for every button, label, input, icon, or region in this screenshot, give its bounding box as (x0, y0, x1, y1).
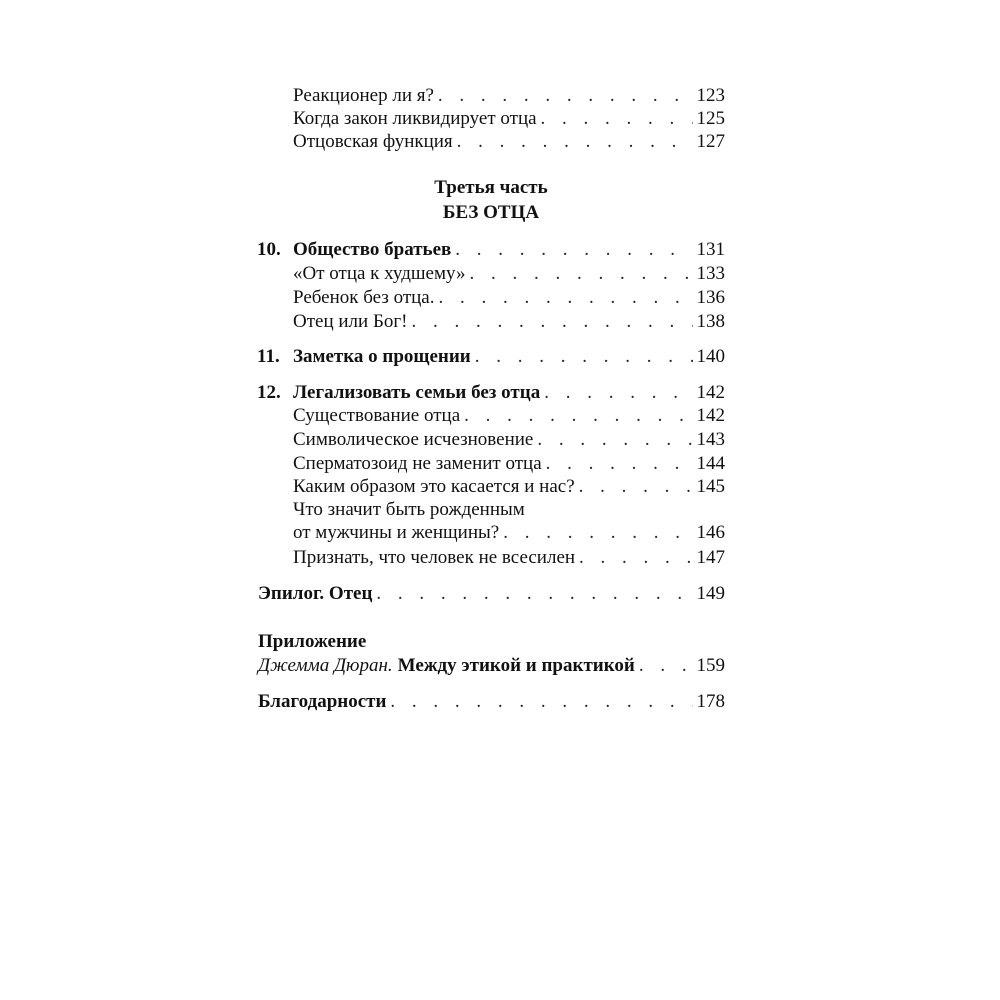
dot-leader (503, 521, 692, 545)
chapter-number: 11. (257, 346, 280, 367)
section-page: 133 (696, 263, 725, 284)
part-title: БЕЗ ОТЦА (442, 202, 540, 223)
chapter-number: 10. (257, 239, 281, 260)
acknowledgements-title: Благодарности (258, 691, 387, 712)
toc-entry-page: 123 (696, 85, 725, 106)
chapter-entry (257, 381, 725, 405)
section-title: Ребенок без отца. (293, 287, 435, 308)
chapter-title: Легализовать семьи без отца (293, 382, 541, 403)
toc-entry-page: 125 (696, 108, 725, 129)
toc-entry-title: Реакционер ли я? (293, 85, 434, 106)
toc-entry (293, 84, 725, 108)
dot-leader (464, 404, 692, 428)
dot-leader (544, 381, 692, 405)
section-entry (293, 521, 725, 545)
dot-leader (469, 262, 692, 286)
section-page: 147 (696, 547, 725, 568)
acknowledgements-entry (258, 690, 725, 714)
appendix-title: Между этикой и практикой (397, 655, 635, 676)
dot-leader (411, 310, 692, 334)
epilogue-title: Эпилог. Отец (258, 583, 373, 604)
chapter-page: 142 (696, 382, 725, 403)
chapter-entry (257, 238, 725, 262)
dot-leader (439, 286, 693, 310)
chapter-number: 12. (257, 382, 281, 403)
section-title: Сперматозоид не заменит отца (293, 453, 542, 474)
epilogue-entry (258, 582, 725, 606)
section-page: 142 (696, 405, 725, 426)
chapter-entry (257, 345, 725, 369)
toc-entry (293, 107, 725, 131)
section-title: от мужчины и женщины? (293, 522, 500, 543)
section-title: Отец или Бог! (293, 311, 408, 332)
section-entry (293, 286, 725, 310)
dot-leader (457, 130, 693, 154)
section-entry (293, 546, 725, 570)
section-entry (293, 428, 725, 452)
toc-entry-page: 127 (696, 131, 725, 152)
section-title: Символическое исчезновение (293, 429, 534, 450)
section-title: «От отца к худшему» (293, 263, 466, 284)
section-page: 136 (696, 287, 725, 308)
section-entry (293, 310, 725, 334)
dot-leader (475, 345, 693, 369)
appendix-entry (258, 654, 725, 678)
toc-entry-title: Отцовская функция (293, 131, 453, 152)
dot-leader (390, 690, 692, 714)
toc-entry-title: Когда закон ликвидирует отца (293, 108, 537, 129)
section-page: 145 (696, 476, 725, 497)
section-entry (293, 404, 725, 428)
chapter-page: 131 (696, 239, 725, 260)
section-title: Каким образом это касается и нас? (293, 476, 575, 497)
section-title: Существование отца (293, 405, 461, 426)
appendix-page: 159 (696, 655, 725, 676)
toc-entry (293, 130, 725, 154)
dot-leader (579, 475, 693, 499)
appendix-heading: Приложение (258, 631, 367, 652)
dot-leader (438, 84, 693, 108)
dot-leader (541, 107, 693, 131)
appendix-author: Джемма Дюран. (258, 655, 393, 676)
section-page: 143 (696, 429, 725, 450)
acknowledgements-page: 178 (696, 691, 725, 712)
section-entry (293, 475, 725, 499)
section-title: Признать, что человек не всесилен (293, 547, 576, 568)
chapter-page: 140 (696, 346, 725, 367)
epilogue-page: 149 (696, 583, 725, 604)
dot-leader (579, 546, 692, 570)
section-page: 146 (696, 522, 725, 543)
section-entry (293, 262, 725, 286)
section-page: 144 (696, 453, 725, 474)
dot-leader (546, 452, 693, 476)
chapter-title: Общество братьев (293, 239, 452, 260)
dot-leader (639, 654, 693, 678)
section-title-line: Что значит быть рожденным (293, 499, 525, 520)
dot-leader (376, 582, 692, 606)
dot-leader (537, 428, 692, 452)
section-entry (293, 452, 725, 476)
chapter-title: Заметка о прощении (293, 346, 471, 367)
section-page: 138 (696, 311, 725, 332)
dot-leader (455, 238, 692, 262)
part-label: Третья часть (434, 177, 548, 198)
